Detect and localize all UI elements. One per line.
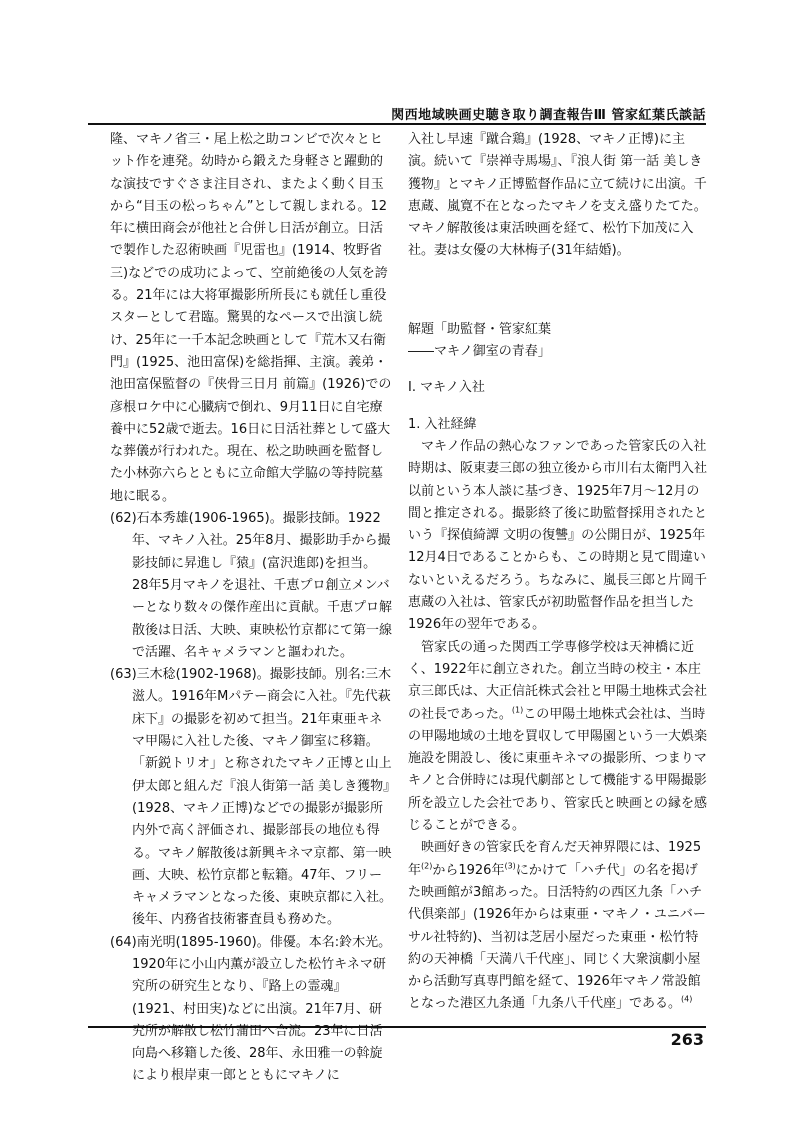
section-title: 解題「助監督・管家紅葉 — [408, 321, 552, 337]
note-mark-1: (1) — [511, 705, 524, 715]
section-subtitle: ――マキノ御室の青春」 — [408, 344, 551, 360]
footer-rule — [88, 1026, 706, 1028]
header-rule — [88, 123, 706, 125]
heading-entry-circumstances: 1. 入社経緯 — [408, 416, 477, 432]
footnote-64-continuation: 入社し早速『蹴合鶏』(1928、マキノ正博)に主演。続いて『崇禅寺馬場』、『浪人街 第一話 美しき獲物』とマキノ正博監督作品に立て続けに出演。千恵蔵、嵐寛不在となったマキノを支え盛りたてた。マキノ解散後は東活映画を経て、松竹下加茂に入社。妻は女優の大林梅子(31年結婚)。 — [408, 132, 707, 259]
body-paragraph-3 — [408, 837, 708, 1015]
note-mark-4: (4) — [681, 995, 693, 1005]
body-paragraph-2-a: 管家氏の通った関西工学専修学校は天神橋に近く、1922年に創立された。創立当時の校主・本庄京三郎氏は、大正信託株式会社と甲陽土地株式会社の社長であった。 — [408, 639, 708, 722]
body-paragraph-3-a: 映画好きの管家氏を育んだ天神界隈には、1925年 — [408, 840, 702, 878]
note-mark-3: (3) — [504, 861, 516, 871]
right-column — [408, 129, 708, 1016]
running-head: 関西地域映画史聴き取り調査報告Ⅲ 管家紅葉氏談話 — [391, 108, 706, 123]
body-paragraph-1: マキノ作品の熱心なファンであった管家氏の入社時期は、阪東妻三郎の独立後から市川右太衛門入社以前という本人談に基づき、1925年7月～12月の間と推定される。撮影終了後に助監督採用されたという『探偵綺譚 文明の復讐』の公開日が、1925年12月4日であることからも、この時期と見て間違いないといえるだろう。ちなみに、嵐長三郎と片岡千恵蔵の入社は、管家氏が初助監督作品を担当した1926年の翌年である。 — [408, 438, 708, 633]
heading-makino-entry: Ⅰ. マキノ入社 — [408, 380, 485, 396]
body-paragraph-3-c: にかけて「ハチ代」の名を掲げた映画館が3館あった。日活特約の西区九条「ハチ代倶楽部」(1926年からは東亜・マキノ・ユニバーサル社特約)、当初は芝居小屋だった東亜・松竹特約の天神橋「天満八千代座」、同じく大衆演劇小屋から活動写真専門館を経て、1926年マキノ常設館となった港区九条通「九条八千代座」である。 — [408, 862, 706, 1012]
footnote-64: (64)南光明(1895-1960)。俳優。本名:鈴木光。1920年に小山内薫が設立した松竹キネマ研究所の研究生となり、『路上の霊魂』(1921、村田実)などに出演。21年7月、研究所が解散し松竹蒲田へ合流。23年に日活向島へ移籍した後、28年、永田雅一の斡旋により根岸東一郎とともにマキノに — [110, 934, 392, 1084]
left-column — [110, 129, 392, 1088]
body-paragraph-2-b: この甲陽土地株式会社は、当時の甲陽地域の土地を買収して甲陽園という一大娯楽施設を開設し、後に東亜キネマの撮影所、つまりマキノと合併時には現代劇部として機能する甲陽撮影所を設立した会社であり、管家氏と映画との縁を感じることができる。 — [408, 706, 708, 834]
note-mark-2: (2) — [421, 861, 433, 871]
body-paragraph-2 — [408, 637, 708, 838]
footnote-62: (62)石本秀雄(1906-1965)。撮影技師。1922年、マキノ入社。25年8月、撮影助手から撮影技師に昇進し『猿』(富沢進郎)を担当。28年5月マキノを退社、千恵プロ創立メンバーとなり数々の傑作産出に貢献。千恵プロ解散後は日活、大映、東映松竹京都にて第一線で活躍、名キャメラマンと謳われた。 — [110, 511, 393, 660]
page-number: 263 — [670, 1030, 704, 1049]
body-paragraph-3-b: から1926年 — [432, 862, 505, 878]
biography-continuation: 隆、マキノ省三・尾上松之助コンビで次々とヒット作を連発。幼時から鍛えた身軽さと躍動的な演技ですぐさま注目され、またよく動く目玉から“目玉の松っちゃん”として親しまれる。12年に横田商会が他社と合併し日活が創立。日活で製作した忍術映画『児雷也』(1914、牧野省三)などでの成功によって、空前絶後の人気を誇る。21年には大将軍撮影所所長にも就任し重役スターとして君臨。驚異的なペースで出演し続け、25年に一千本記念映画として『荒木又右衛門』(1925、池田富保)を総指揮、主演。義弟・池田富保監督の『侠骨三日月 前篇』(1926)での彦根ロケ中に心臓病で倒れ、9月11日に自宅療養中に52歳で逝去。16日に日活社葬として盛大な葬儀が行われた。現在、松之助映画を監督した小林弥六らとともに立命館大学脇の等持院墓地に眠る。 — [110, 132, 392, 504]
footnote-63: (63)三木稔(1902-1968)。撮影技師。別名:三木滋人。1916年Mパテー商会に入社。『先代萩床下』の撮影を初めて担当。21年東亜キネマ甲陽に入社した後、マキノ御室に移籍。「新鋭トリオ」と称されたマキノ正博と山上伊太郎と組んだ『浪人街第一話 美しき獲物』(1928、マキノ正博)などでの撮影が撮影所内外で高く評価され、撮影部長の地位も得る。マキノ解散後は新興キネマ京都、第一映画、大映、松竹京都と転籍。47年、フリーキャメラマンとなった後、東映京都に入社。後年、内務省技術審査員も務めた。 — [110, 667, 393, 928]
